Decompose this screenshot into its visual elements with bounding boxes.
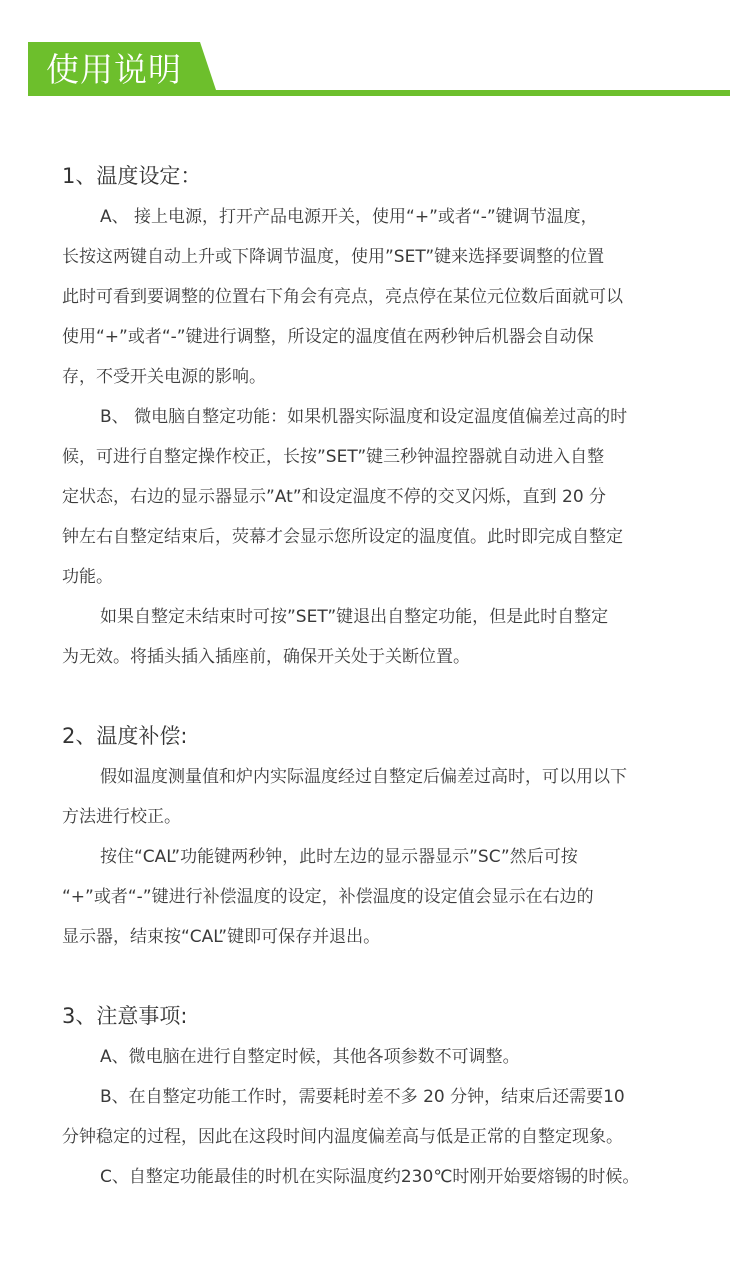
page-title: 使用说明	[46, 50, 182, 89]
paragraph-line: 长按这两键自动上升或下降调节温度，使用”SET”键来选择要调整的位置	[62, 247, 605, 267]
paragraph-line: A、微电脑在进行自整定时候，其他各项参数不可调整。	[100, 1047, 520, 1067]
paragraph-line: 按住“CAL”功能键两秒钟，此时左边的显示器显示”SC”然后可按	[100, 847, 578, 867]
section-heading-notes: 3、注意事项:	[62, 1004, 188, 1028]
paragraph-line: 功能。	[62, 567, 113, 587]
paragraph-line: 此时可看到要调整的位置右下角会有亮点，亮点停在某位元位数后面就可以	[62, 287, 623, 307]
paragraph-line: 使用“+”或者“-”键进行调整，所设定的温度值在两秒钟后机器会自动保	[62, 327, 594, 347]
paragraph-line: 显示器，结束按“CAL”键即可保存并退出。	[62, 927, 381, 947]
section-heading-temperature-setting: 1、温度设定：	[62, 164, 202, 188]
paragraph-line: B、在自整定功能工作时，需要耗时差不多 20 分钟，结束后还需要10	[100, 1087, 625, 1107]
paragraph-line: 候，可进行自整定操作校正，长按”SET”键三秒钟温控器就自动进入自整	[62, 447, 605, 467]
paragraph-line: A、 接上电源，打开产品电源开关，使用“+”或者“-”键调节温度，	[100, 207, 598, 227]
section-heading-temperature-compensation: 2、温度补偿:	[62, 724, 188, 748]
paragraph-line: 为无效。将插头插入插座前，确保开关处于关断位置。	[62, 647, 470, 667]
paragraph-line: 定状态，右边的显示器显示”At”和设定温度不停的交叉闪烁，直到 20 分	[62, 487, 607, 507]
paragraph-line: 如果自整定未结束时可按”SET”键退出自整定功能，但是此时自整定	[100, 607, 609, 627]
paragraph-line: 存，不受开关电源的影响。	[62, 367, 266, 387]
paragraph-line: 钟左右自整定结束后，荧幕才会显示您所设定的温度值。此时即完成自整定	[62, 527, 623, 547]
section-banner	[28, 42, 730, 98]
paragraph-line: “+”或者“-”键进行补偿温度的设定，补偿温度的设定值会显示在右边的	[62, 887, 594, 907]
paragraph-line: 分钟稳定的过程，因此在这段时间内温度偏差高与低是正常的自整定现象。	[62, 1127, 623, 1147]
paragraph-line: C、自整定功能最佳的时机在实际温度约230℃时刚开始要熔锡的时候。	[100, 1167, 640, 1187]
paragraph-line: B、 微电脑自整定功能：如果机器实际温度和设定温度值偏差过高的时	[100, 407, 628, 427]
paragraph-line: 假如温度测量值和炉内实际温度经过自整定后偏差过高时，可以用以下	[100, 767, 627, 787]
paragraph-line: 方法进行校正。	[62, 807, 181, 827]
